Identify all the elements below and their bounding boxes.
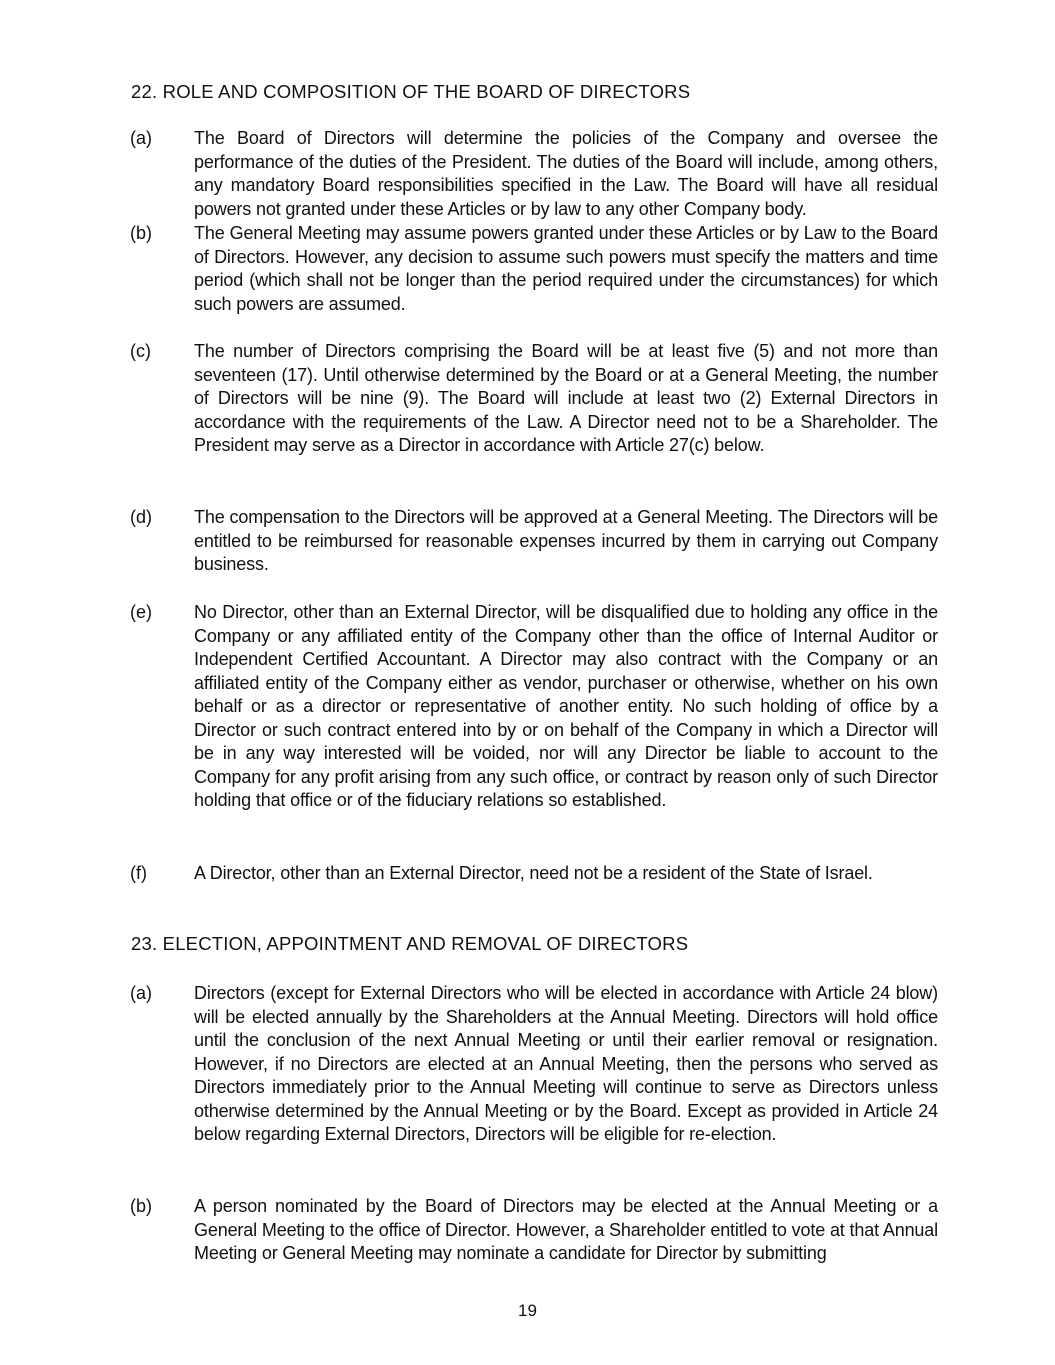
section-23-item-b xyxy=(130,1195,938,1266)
item-label: (a) xyxy=(130,128,152,148)
section-22-item-a xyxy=(130,127,938,221)
section-22-item-f xyxy=(130,862,938,886)
item-text: A person nominated by the Board of Directors may be elected at the Annual Meeting or a General Meeting to the office of Director. However, a Shareholder entitled to vote at that Annual Meeting or General Meeting may nominate a candidate for Director by submitting xyxy=(194,1196,938,1263)
item-text: The General Meeting may assume powers granted under these Articles or by Law to the Board of Directors. However, any decision to assume such powers must specify the matters and time period (which shall not be longer than the period required under the circumstances) for which such powers are assumed. xyxy=(194,223,938,314)
section-22-item-b xyxy=(130,222,938,316)
item-text: The number of Directors comprising the Board will be at least five (5) and not more than seventeen (17). Until otherwise determined by the Board or at a General Meeting, the number of Directors will be nine (9). The Board will include at least two (2) External Directors in accordance with the requirements of the Law. A Director need not to be a Shareholder. The President may serve as a Director in accordance with Article 27(c) below. xyxy=(194,341,938,455)
section-23-heading: 23. ELECTION, APPOINTMENT AND REMOVAL OF DIRECTORS xyxy=(131,933,689,954)
item-label: (b) xyxy=(130,223,152,243)
section-22-heading: 22. ROLE AND COMPOSITION OF THE BOARD OF DIRECTORS xyxy=(131,81,691,102)
item-label: (b) xyxy=(130,1196,152,1216)
item-text: Directors (except for External Directors who will be elected in accordance with Article 24 blow) will be elected annually by the Shareholders at the Annual Meeting. Directors will hold office until the conclusion of the next Annual Meeting or until their earlier removal or resignation. However, if no Directors are elected at an Annual Meeting, then the persons who served as Directors immediately prior to the Annual Meeting will continue to serve as Directors unless otherwise determined by the Annual Meeting or by the Board. Except as provided in Article 24 below regarding External Directors, Directors will be eligible for re-election. xyxy=(194,983,938,1144)
item-label: (c) xyxy=(130,341,151,361)
page-number: 19 xyxy=(518,1301,537,1320)
section-22-item-d xyxy=(130,506,938,577)
item-text: No Director, other than an External Director, will be disqualified due to holding any office in the Company or any affiliated entity of the Company other than the office of Internal Auditor or Independent Certified Accountant. A Director may also contract with the Company or an affiliated entity of the Company either as vendor, purchaser or otherwise, whether on his own behalf or as a director or representative of another entity. No such holding of office by a Director or such contract entered into by or on behalf of the Company in which a Director will be in any way interested will be voided, nor will any Director be liable to account to the Company for any profit arising from any such office, or contract by reason only of such Director holding that office or of the fiduciary relations so established. xyxy=(194,602,938,810)
item-label: (f) xyxy=(130,863,147,883)
item-text: The compensation to the Directors will be approved at a General Meeting. The Directors will be entitled to be reimbursed for reasonable expenses incurred by them in carrying out Company business. xyxy=(194,507,938,574)
section-23-item-a xyxy=(130,982,938,1147)
item-text: The Board of Directors will determine the policies of the Company and oversee the performance of the duties of the President. The duties of the Board will include, among others, any mandatory Board responsibilities specified in the Law. The Board will have all residual powers not granted under these Articles or by law to any other Company body. xyxy=(194,128,938,219)
item-text: A Director, other than an External Director, need not be a resident of the State of Israel. xyxy=(194,863,873,883)
item-label: (a) xyxy=(130,983,152,1003)
section-22-item-e xyxy=(130,601,938,813)
item-label: (d) xyxy=(130,507,152,527)
item-label: (e) xyxy=(130,602,152,622)
section-22-item-c xyxy=(130,340,938,458)
